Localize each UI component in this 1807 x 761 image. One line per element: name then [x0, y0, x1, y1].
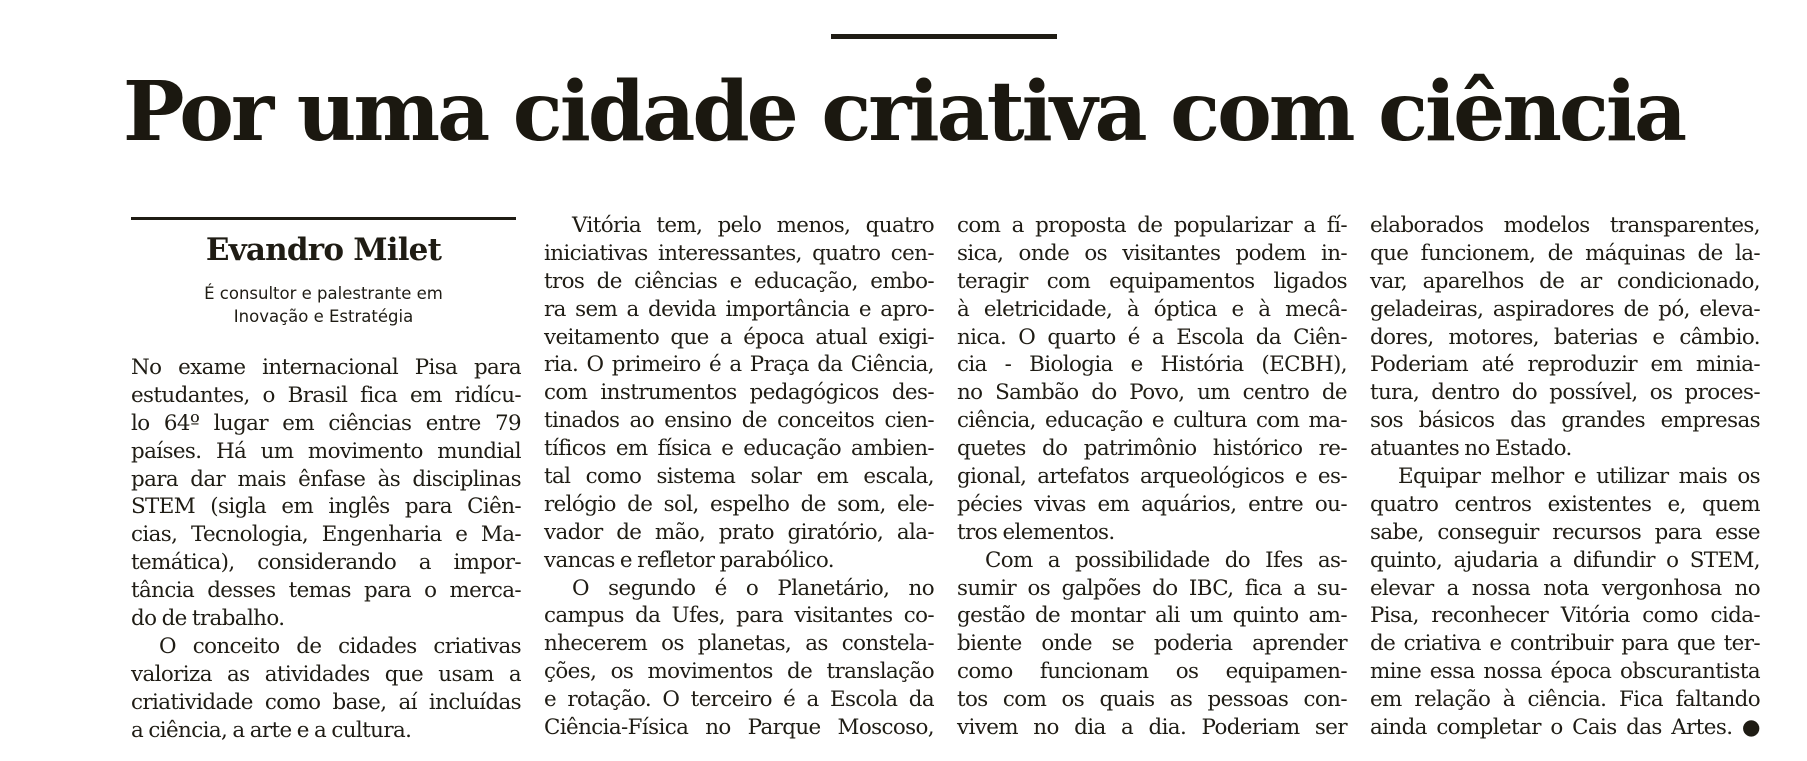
article-text-line: com a proposta de popularizar a fí-	[957, 213, 1347, 238]
article-text-line: elaborados modelos transparentes,	[1370, 213, 1760, 238]
article-text-line: tros elementos.	[957, 519, 1115, 545]
article-text-line: No exame internacional Pisa para	[131, 355, 521, 380]
article-text-line: mine essa nossa época obscurantista	[1370, 659, 1760, 685]
text-column-4	[1370, 212, 1760, 742]
article-text-line: a ciência, a arte e a cultura.	[131, 717, 412, 743]
author-top-rule	[131, 217, 516, 220]
article-text-line: lo 64º lugar em ciências entre 79	[131, 410, 521, 436]
article-text-line: tíficos em física e educação ambien-	[544, 436, 934, 462]
article-text-line: tura, dentro do possível, os proces-	[1370, 380, 1760, 406]
article-text-line: veitamento que a época atual exigi-	[544, 324, 934, 350]
article-text-line: dores, motores, baterias e câmbio.	[1370, 324, 1760, 350]
article-text-line: tal como sistema solar em escala,	[544, 464, 934, 490]
article-text-line: países. Há um movimento mundial	[131, 438, 521, 464]
article-text-line: ainda completar o Cais das Artes. ●	[1370, 715, 1760, 741]
article-text-line: sumir os galpões do IBC, fica a su-	[957, 575, 1347, 601]
article-text-line: iniciativas interessantes, quatro cen-	[544, 240, 934, 266]
article-text-line: tinados ao ensino de conceitos cien-	[544, 408, 934, 434]
article-text-line: à eletricidade, à óptica e à mecâ-	[957, 296, 1347, 322]
article-text-line: cias, Tecnologia, Engenharia e Ma-	[131, 522, 521, 548]
article-text-line: temática), considerando a impor-	[131, 550, 521, 576]
article-text-line: nhecerem os planetas, as constela-	[544, 631, 934, 657]
text-column-2	[544, 212, 934, 742]
article-text-line: que funcionem, de máquinas de la-	[1370, 240, 1760, 266]
article-text-line: no Sambão do Povo, um centro de	[957, 380, 1347, 406]
article-text-line: pécies vivas em aquários, entre ou-	[957, 491, 1347, 517]
article-text-line: teragir com equipamentos ligados	[957, 268, 1347, 294]
article-text-line: Com a possibilidade do Ifes as-	[985, 547, 1347, 573]
text-column-3	[957, 212, 1347, 742]
author-bio	[131, 282, 516, 328]
article-text-line: vador de mão, prato giratório, ala-	[544, 519, 934, 545]
article-text-line: ciência, educação e cultura com ma-	[957, 408, 1347, 434]
article-text-line: atuantes no Estado.	[1370, 436, 1572, 462]
article-text-line: gestão de montar ali um quinto am-	[957, 603, 1347, 629]
article-text-line: O segundo é o Planetário, no	[572, 575, 934, 601]
article-text-line: sabe, conseguir recursos para esse	[1370, 519, 1760, 545]
article-text-line: criatividade como base, aí incluídas	[131, 689, 521, 715]
article-text-line: Vitória tem, pelo menos, quatro	[572, 213, 934, 238]
article-text-line: de criativa e contribuir para que ter-	[1370, 631, 1760, 657]
article-text-line: gional, artefatos arqueológicos e es-	[957, 464, 1347, 490]
author-name: Evandro Milet	[205, 232, 442, 268]
text-column-1	[131, 354, 521, 744]
article-text-line: e rotação. O terceiro é a Escola da	[544, 687, 934, 713]
article-text-line: Poderiam até reproduzir em minia-	[1370, 352, 1760, 378]
article-text-line: relógio de sol, espelho de som, ele-	[544, 491, 934, 517]
author-bio-line: Inovação e Estratégia	[233, 307, 414, 326]
article-text-line: valoriza as atividades que usam a	[131, 661, 521, 687]
article-text-line: do de trabalho.	[131, 606, 285, 632]
article-text-line: Equipar melhor e utilizar mais os	[1398, 464, 1760, 490]
article-text-line: nica. O quarto é a Escola da Ciên-	[957, 324, 1347, 350]
article-text-line: para dar mais ênfase às disciplinas	[131, 466, 521, 492]
article-text-line: ria. O primeiro é a Praça da Ciência,	[544, 352, 934, 378]
article-text-line: tância desses temas para o merca-	[131, 578, 521, 604]
article-text-line: sica, onde os visitantes podem in-	[957, 240, 1347, 266]
article-text-line: vivem no dia a dia. Poderiam ser	[957, 715, 1347, 741]
headline-top-rule	[831, 34, 1057, 39]
article-text-line: Ciência-Física no Parque Moscoso,	[544, 715, 934, 741]
article-text-line: sos básicos das grandes empresas	[1370, 408, 1760, 434]
article-text-line: campus da Ufes, para visitantes co-	[544, 603, 934, 629]
article-text-line: estudantes, o Brasil fica em ridícu-	[131, 382, 521, 408]
article-text-line: ções, os movimentos de translação	[544, 659, 934, 685]
article-text-line: em relação à ciência. Fica faltando	[1370, 687, 1760, 713]
article-text-line: var, aparelhos de ar condicionado,	[1370, 268, 1760, 294]
article-text-line: cia - Biologia e História (ECBH),	[957, 352, 1347, 378]
article-text-line: Pisa, reconhecer Vitória como cida-	[1370, 603, 1760, 629]
article-text-line: ra sem a devida importância e apro-	[544, 296, 934, 322]
article-text-line: com instrumentos pedagógicos des-	[544, 380, 934, 406]
article-text-line: biente onde se poderia aprender	[957, 631, 1347, 657]
article-text-line: como funcionam os equipamen-	[957, 659, 1347, 685]
article-text-line: quatro centros existentes e, quem	[1370, 491, 1760, 517]
article-text-line: quinto, ajudaria a difundir o STEM,	[1370, 547, 1760, 573]
article-text-line: tros de ciências e educação, embo-	[544, 268, 934, 294]
article-text-line: quetes do patrimônio histórico re-	[957, 436, 1347, 462]
author-bio-line: É consultor e palestrante em	[204, 284, 443, 303]
article-text-line: vancas e refletor parabólico.	[544, 547, 834, 573]
article-text-line: O conceito de cidades criativas	[159, 633, 521, 659]
article-text-line: STEM (sigla em inglês para Ciên-	[131, 494, 521, 520]
article-headline: Por uma cidade criativa com ciência	[122, 64, 1685, 160]
article-text-line: tos com os quais as pessoas con-	[957, 687, 1347, 713]
article-text-line: elevar a nossa nota vergonhosa no	[1370, 575, 1760, 601]
article-text-line: geladeiras, aspiradores de pó, eleva-	[1370, 296, 1760, 322]
